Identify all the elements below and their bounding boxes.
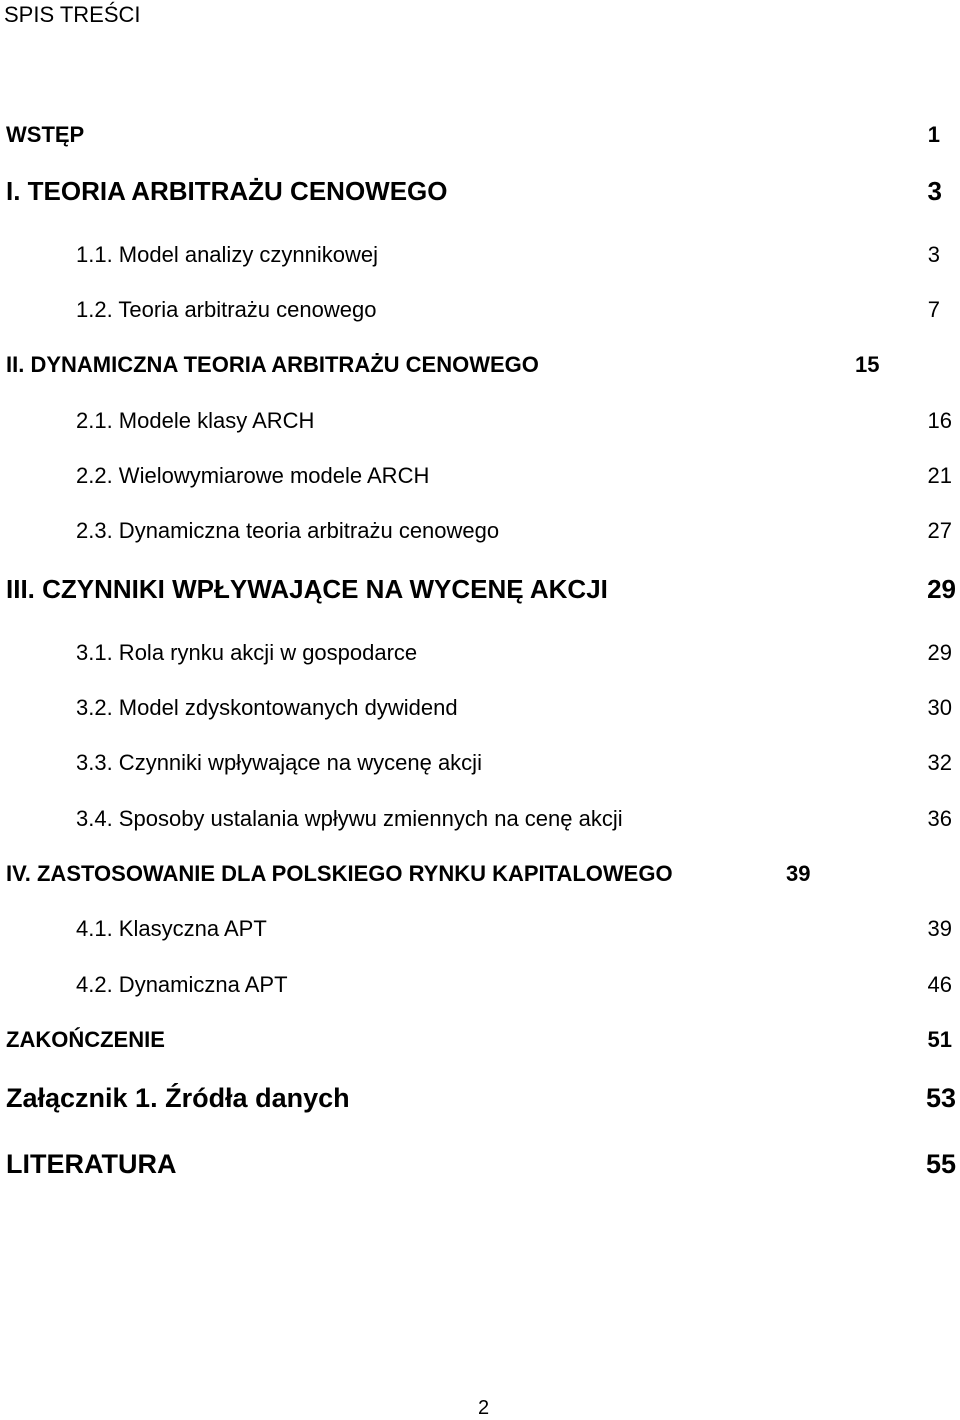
toc-page: 3 <box>927 176 942 206</box>
toc-title: 2.1. Modele klasy ARCH <box>76 408 315 433</box>
toc-page: 32 <box>927 750 952 775</box>
toc-title: 3.2. Model zdyskontowanych dywidend <box>76 695 458 720</box>
toc-page: 30 <box>927 695 952 720</box>
toc-title: 1.1. Model analizy czynnikowej <box>76 242 379 267</box>
toc-title: III. CZYNNIKI WPŁYWAJĄCE NA WYCENĘ AKCJI <box>6 574 608 604</box>
toc-title: 4.1. Klasyczna APT <box>76 916 267 941</box>
toc-title: 3.4. Sposoby ustalania wpływu zmiennych na cenę akcji <box>76 806 623 831</box>
toc-page: 39 <box>927 916 952 941</box>
toc-title: WSTĘP <box>6 122 85 147</box>
toc-page: 46 <box>927 972 952 997</box>
toc-page: 29 <box>927 640 952 665</box>
toc-title: I. TEORIA ARBITRAŻU CENOWEGO <box>6 176 448 206</box>
toc-title: 3.1. Rola rynku akcji w gospodarce <box>76 640 418 665</box>
toc-title: ZAKOŃCZENIE <box>6 1027 165 1052</box>
toc-page: 39 <box>786 861 811 886</box>
toc-page: 7 <box>927 297 940 322</box>
toc-title: 4.2. Dynamiczna APT <box>76 972 288 997</box>
toc-page: 55 <box>925 1149 956 1179</box>
toc-title: Załącznik 1. Źródła danych <box>6 1083 350 1113</box>
toc-page: 21 <box>927 463 952 488</box>
toc-page: 36 <box>927 806 952 831</box>
toc-title: 2.2. Wielowymiarowe modele ARCH <box>76 463 430 488</box>
toc-page: 27 <box>927 518 952 543</box>
page-title: SPIS TREŚCI <box>4 2 141 27</box>
toc-title: II. DYNAMICZNA TEORIA ARBITRAŻU CENOWEGO <box>6 352 539 377</box>
toc-title: LITERATURA <box>6 1149 177 1179</box>
toc-page: 1 <box>927 122 940 147</box>
toc-page: 53 <box>925 1083 956 1113</box>
toc-page: 29 <box>927 574 956 604</box>
toc-page: 3 <box>927 242 940 267</box>
page-number: 2 <box>478 1397 490 1419</box>
toc-title: 1.2. Teoria arbitrażu cenowego <box>76 297 377 322</box>
toc-page: 16 <box>927 408 952 433</box>
toc-title: 2.3. Dynamiczna teoria arbitrażu cenowego <box>76 518 500 543</box>
toc-page: 51 <box>927 1027 952 1052</box>
toc-title: 3.3. Czynniki wpływające na wycenę akcji <box>76 750 482 775</box>
toc-page: 15 <box>855 352 880 377</box>
toc-title: IV. ZASTOSOWANIE DLA POLSKIEGO RYNKU KAPITALOWEGO <box>6 861 673 886</box>
